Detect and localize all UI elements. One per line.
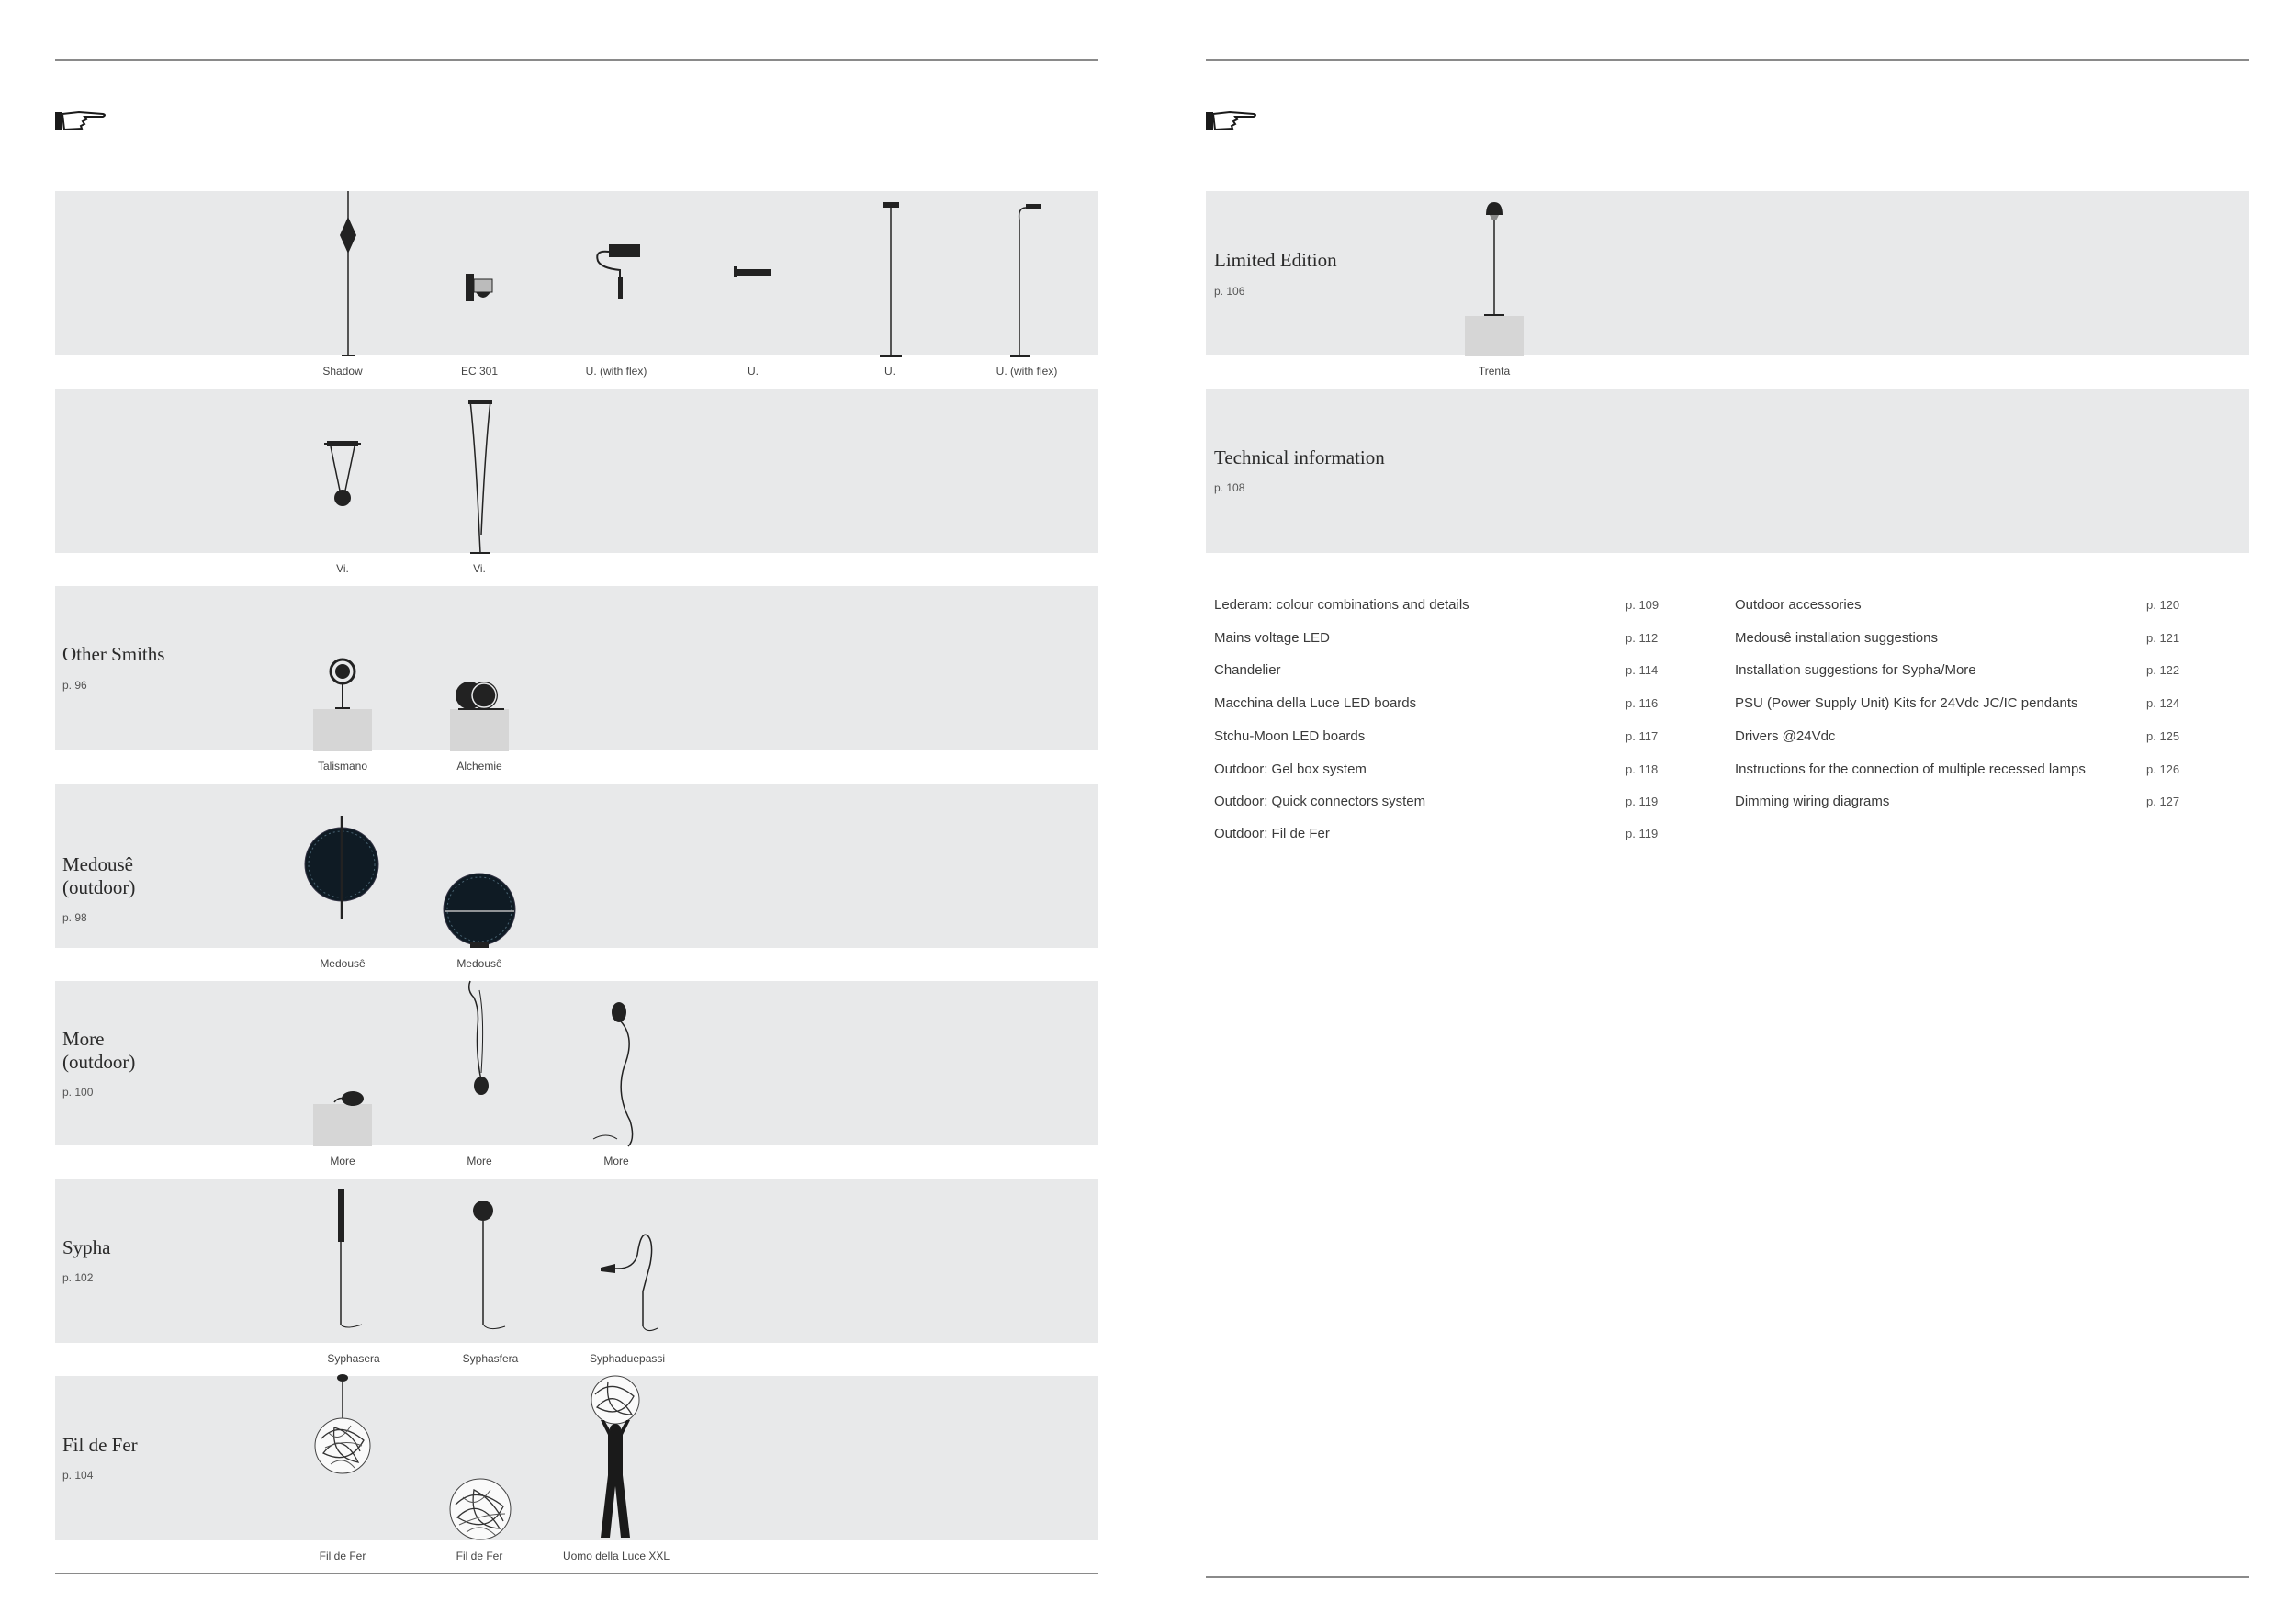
shadow-lamp-illustration — [321, 191, 377, 356]
index-entry: Medousê installation suggestions — [1735, 630, 1938, 646]
index-entry: Drivers @24Vdc — [1735, 728, 1836, 744]
index-page: p. 109 — [1626, 598, 1660, 612]
alchemie-lamp-illustration — [449, 680, 510, 751]
index-page: p. 116 — [1626, 696, 1659, 710]
fil-de-fer-suspension-illustration — [312, 1374, 373, 1477]
index-entry: Macchina della Luce LED boards — [1214, 695, 1417, 711]
medouse-ground-sphere-illustration — [441, 873, 520, 950]
section-page: p. 108 — [1214, 481, 1245, 494]
section-page: p. 106 — [1214, 285, 1245, 298]
section-title: More (outdoor) — [62, 1028, 136, 1073]
bottom-rule-left — [55, 1573, 1098, 1574]
syphasfera-lamp-illustration — [465, 1198, 511, 1332]
index-entry: Dimming wiring diagrams — [1735, 794, 1890, 809]
section-band — [55, 389, 1098, 553]
more-suspension-illustration — [457, 981, 494, 1100]
index-page: p. 126 — [2146, 762, 2180, 776]
section-band — [55, 1179, 1098, 1343]
syphaduepassi-lamp-illustration — [593, 1227, 658, 1334]
section-title: Fil de Fer — [62, 1434, 138, 1456]
section-band — [1206, 389, 2249, 553]
index-page: p. 127 — [2146, 795, 2180, 808]
index-page: p. 121 — [2146, 631, 2180, 645]
product-label: Uomo della Luce XXL — [562, 1550, 670, 1562]
index-entry: Outdoor: Quick connectors system — [1214, 794, 1426, 809]
section-band — [55, 191, 1098, 355]
more-ground-lamp-illustration — [312, 1086, 373, 1146]
top-rule-left — [55, 59, 1098, 61]
syphasera-lamp-illustration — [325, 1187, 371, 1332]
section-page: p. 104 — [62, 1469, 94, 1482]
product-label: Trenta — [1478, 365, 1511, 378]
u-floor-lamp-illustration — [872, 200, 909, 358]
index-entry: Chandelier — [1214, 662, 1281, 678]
fil-de-fer-ground-illustration — [448, 1477, 512, 1541]
section-title: Sypha — [62, 1236, 111, 1258]
product-label: Shadow — [322, 365, 363, 378]
section-page: p. 100 — [62, 1086, 94, 1099]
product-label: EC 301 — [460, 365, 499, 378]
bottom-rule-right — [1206, 1576, 2249, 1578]
index-page: p. 114 — [1626, 663, 1659, 677]
product-label: Fil de Fer — [319, 1550, 366, 1562]
index-entry: Outdoor accessories — [1735, 597, 1862, 613]
medouse-sphere-illustration — [303, 816, 382, 919]
index-entry: PSU (Power Supply Unit) Kits for 24Vdc JC/IC pendants — [1735, 695, 2078, 711]
section-band — [55, 981, 1098, 1145]
section-band — [55, 1376, 1098, 1540]
section-title: Limited Edition — [1214, 249, 1337, 271]
index-entry: Mains voltage LED — [1214, 630, 1330, 646]
product-label: Talismano — [317, 760, 368, 773]
product-label: Fil de Fer — [456, 1550, 503, 1562]
section-page: p. 102 — [62, 1271, 94, 1284]
index-entry: Installation suggestions for Sypha/More — [1735, 662, 1976, 678]
section-title: Medousê (outdoor) — [62, 853, 136, 898]
more-floor-lamp-illustration — [588, 1001, 643, 1146]
ec301-lamp-illustration — [459, 272, 505, 309]
u-flex-wall-lamp-illustration — [592, 241, 644, 305]
index-page: p. 122 — [2146, 663, 2180, 677]
uomo-della-luce-illustration — [588, 1374, 643, 1539]
section-band — [55, 586, 1098, 750]
section-page: p. 96 — [62, 679, 87, 692]
index-page: p. 124 — [2146, 696, 2180, 710]
pointing-hand-icon — [55, 108, 108, 132]
product-label: Syphasera — [327, 1352, 380, 1365]
product-label: Syphaduepassi — [589, 1352, 666, 1365]
product-label: Medousê — [320, 957, 366, 970]
product-label: U. (with flex) — [996, 365, 1058, 378]
product-label: More — [330, 1155, 355, 1167]
product-label: Vi. — [336, 562, 349, 575]
product-label: U. (with flex) — [585, 365, 647, 378]
product-label: U. — [748, 365, 759, 378]
index-entry: Instructions for the connection of multiple recessed lamps — [1735, 761, 2086, 777]
index-entry: Lederam: colour combinations and details — [1214, 597, 1469, 613]
index-entry: Outdoor: Fil de Fer — [1214, 826, 1330, 841]
trenta-lamp-illustration — [1464, 200, 1525, 356]
index-page: p. 117 — [1626, 729, 1659, 743]
pointing-hand-icon — [1206, 108, 1259, 132]
section-band — [55, 784, 1098, 948]
talismano-lamp-illustration — [312, 654, 373, 751]
index-page: p. 119 — [1626, 827, 1659, 840]
product-label: Alchemie — [456, 760, 502, 773]
index-page: p. 125 — [2146, 729, 2180, 743]
product-label: U. — [884, 365, 895, 378]
section-title: Technical information — [1214, 446, 1385, 468]
u-flex-floor-lamp-illustration — [1010, 202, 1047, 358]
product-label: More — [467, 1155, 492, 1167]
section-band — [1206, 191, 2249, 355]
top-rule-right — [1206, 59, 2249, 61]
index-page: p. 118 — [1626, 762, 1659, 776]
index-page: p. 120 — [2146, 598, 2180, 612]
product-label: Medousê — [456, 957, 502, 970]
u-wall-lamp-illustration — [730, 265, 776, 283]
index-page: p. 119 — [1626, 795, 1659, 808]
index-entry: Stchu-Moon LED boards — [1214, 728, 1366, 744]
product-label: More — [603, 1155, 629, 1167]
index-entry: Outdoor: Gel box system — [1214, 761, 1367, 777]
section-page: p. 98 — [62, 911, 87, 924]
section-title: Other Smiths — [62, 643, 165, 665]
index-page: p. 112 — [1626, 631, 1659, 645]
product-label: Vi. — [473, 562, 486, 575]
vi-floor-lamp-illustration — [457, 397, 503, 555]
vi-suspension-illustration — [321, 434, 364, 511]
product-label: Syphasfera — [462, 1352, 519, 1365]
